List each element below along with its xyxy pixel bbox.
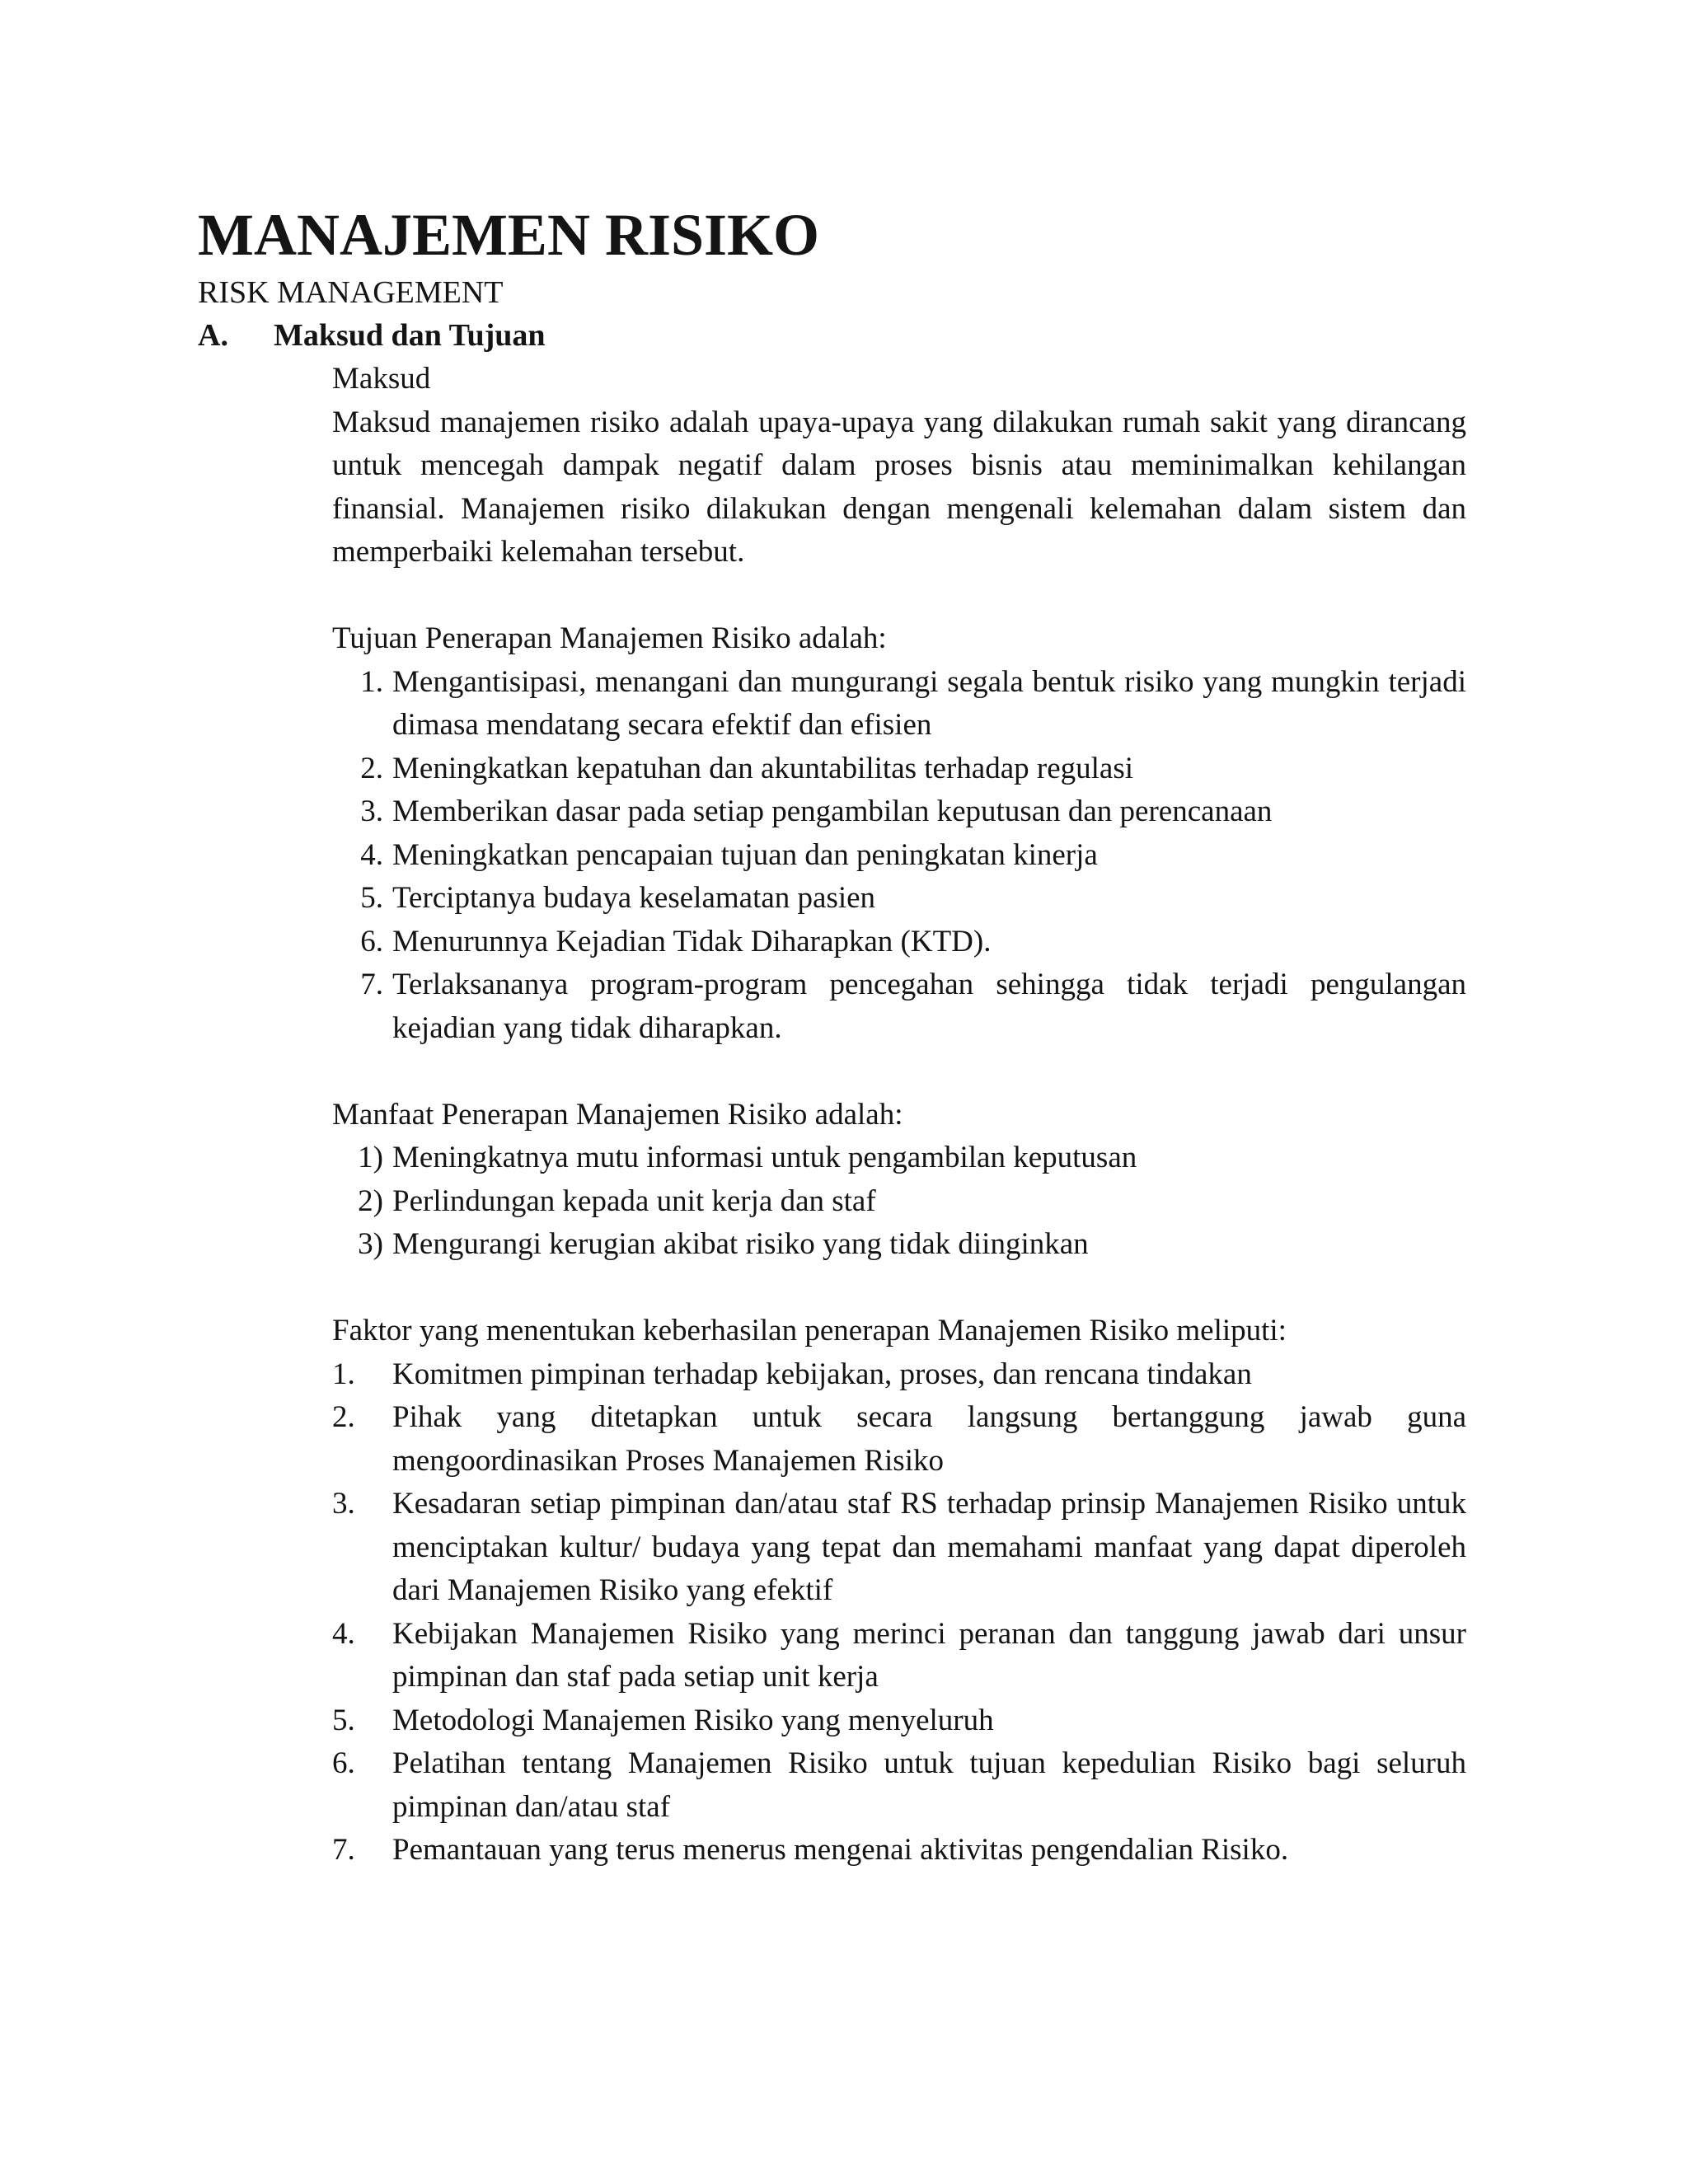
list-item xyxy=(332,1483,1466,1613)
manfaat-intro: Manfaat Penerapan Manajemen Risiko adalah: xyxy=(332,1097,903,1132)
list-item xyxy=(332,834,1466,878)
list-item-number: 6. xyxy=(360,924,383,958)
list-item-text: Metodologi Manajemen Risiko yang menyeluruh xyxy=(392,1703,994,1737)
maksud-paragraph: Maksud manajemen risiko adalah upaya-upaya yang dilakukan rumah sakit yang dirancang untuk mencegah dampak negatif dalam proses bisnis atau meminimalkan kehilangan finansial. Manajemen risiko dilakukan dengan mengenali kelemahan dalam sistem dan memperbaiki kelemahan tersebut. xyxy=(332,405,1466,569)
faktor-list xyxy=(332,1353,1466,1872)
list-item xyxy=(332,1613,1466,1699)
list-item xyxy=(332,921,1466,964)
list-item xyxy=(332,1180,1466,1224)
spacer xyxy=(332,1267,1466,1310)
list-item-number: 5. xyxy=(360,881,383,915)
section-body xyxy=(332,358,1466,1872)
list-item-number: 7. xyxy=(360,968,383,1001)
maksud-label: Maksud xyxy=(332,362,431,396)
list-item xyxy=(332,963,1466,1050)
list-item xyxy=(332,877,1466,921)
list-item-text: Memberikan dasar pada setiap pengambilan keputusan dan perencanaan xyxy=(392,794,1273,828)
list-item-number: 2. xyxy=(332,1400,355,1434)
list-item-text: Menurunnya Kejadian Tidak Diharapkan (KTD). xyxy=(392,924,992,958)
list-item-number: 2. xyxy=(360,751,383,785)
spacer xyxy=(332,1050,1466,1094)
document-title: MANAJEMEN RISIKO xyxy=(198,202,820,268)
list-item-text: Meningkatnya mutu informasi untuk pengambilan keputusan xyxy=(392,1141,1137,1174)
document-subtitle: RISK MANAGEMENT xyxy=(198,275,504,310)
list-item-number: 1. xyxy=(332,1357,355,1391)
list-item-number: 4. xyxy=(332,1616,355,1651)
list-item-number: 6. xyxy=(332,1746,355,1780)
spacer xyxy=(332,574,1466,618)
list-item-text: Mengurangi kerugian akibat risiko yang tidak diinginkan xyxy=(392,1227,1089,1261)
list-item-text: Terlaksananya program-program pencegahan sehingga tidak terjadi pengulangan kejadian yang tidak diharapkan. xyxy=(392,968,1466,1045)
list-item-number: 3. xyxy=(360,794,383,828)
list-item xyxy=(332,748,1466,791)
list-item xyxy=(332,1353,1466,1397)
list-item-number: 2) xyxy=(358,1183,383,1218)
section-title: Maksud dan Tujuan xyxy=(274,318,546,353)
faktor-intro: Faktor yang menentukan keberhasilan penerapan Manajemen Risiko meliputi: xyxy=(332,1314,1287,1347)
list-item-text: Meningkatkan kepatuhan dan akuntabilitas terhadap regulasi xyxy=(392,751,1134,785)
list-item-text: Pelatihan tentang Manajemen Risiko untuk tujuan kepedulian Risiko bagi seluruh pimpinan dan/atau staf xyxy=(392,1746,1466,1824)
list-item-number: 5. xyxy=(332,1703,355,1737)
list-item-number: 3) xyxy=(358,1227,383,1261)
list-item xyxy=(332,1699,1466,1743)
list-item-number: 3. xyxy=(332,1487,355,1521)
list-item xyxy=(332,1742,1466,1829)
list-item xyxy=(332,1137,1466,1180)
list-item-text: Terciptanya budaya keselamatan pasien xyxy=(392,881,876,915)
list-item xyxy=(332,661,1466,748)
list-item-text: Mengantisipasi, menangani dan mungurangi segala bentuk risiko yang mungkin terjadi dimasa mendatang secara efektif dan efisien xyxy=(392,664,1466,742)
tujuan-list xyxy=(332,661,1466,1051)
manfaat-list xyxy=(332,1137,1466,1267)
section-heading xyxy=(198,313,546,358)
list-item-number: 1. xyxy=(360,664,383,699)
list-item-number: 7. xyxy=(332,1833,355,1867)
list-item-text: Komitmen pimpinan terhadap kebijakan, proses, dan rencana tindakan xyxy=(392,1357,1252,1391)
list-item xyxy=(332,1829,1466,1872)
list-item-text: Kebijakan Manajemen Risiko yang merinci peranan dan tanggung jawab dari unsur pimpinan dan staf pada setiap unit kerja xyxy=(392,1616,1466,1694)
list-item-text: Perlindungan kepada unit kerja dan staf xyxy=(392,1183,876,1218)
list-item-number: 1) xyxy=(358,1141,383,1174)
list-item-text: Pihak yang ditetapkan untuk secara langsung bertanggung jawab guna mengoordinasikan Proses Manajemen Risiko xyxy=(392,1400,1466,1478)
list-item-text: Pemantauan yang terus menerus mengenai aktivitas pengendalian Risiko. xyxy=(392,1833,1289,1867)
list-item xyxy=(332,1396,1466,1483)
list-item xyxy=(332,1223,1466,1267)
list-item xyxy=(332,790,1466,834)
section-letter: A. xyxy=(198,318,228,353)
list-item-text: Kesadaran setiap pimpinan dan/atau staf RS terhadap prinsip Manajemen Risiko untuk menciptakan kultur/ budaya yang tepat dan memahami manfaat yang dapat diperoleh dari Manajemen Risiko yang efektif xyxy=(392,1487,1466,1607)
tujuan-intro: Tujuan Penerapan Manajemen Risiko adalah: xyxy=(332,621,887,655)
list-item-number: 4. xyxy=(360,837,383,872)
list-item-text: Meningkatkan pencapaian tujuan dan peningkatan kinerja xyxy=(392,837,1098,872)
